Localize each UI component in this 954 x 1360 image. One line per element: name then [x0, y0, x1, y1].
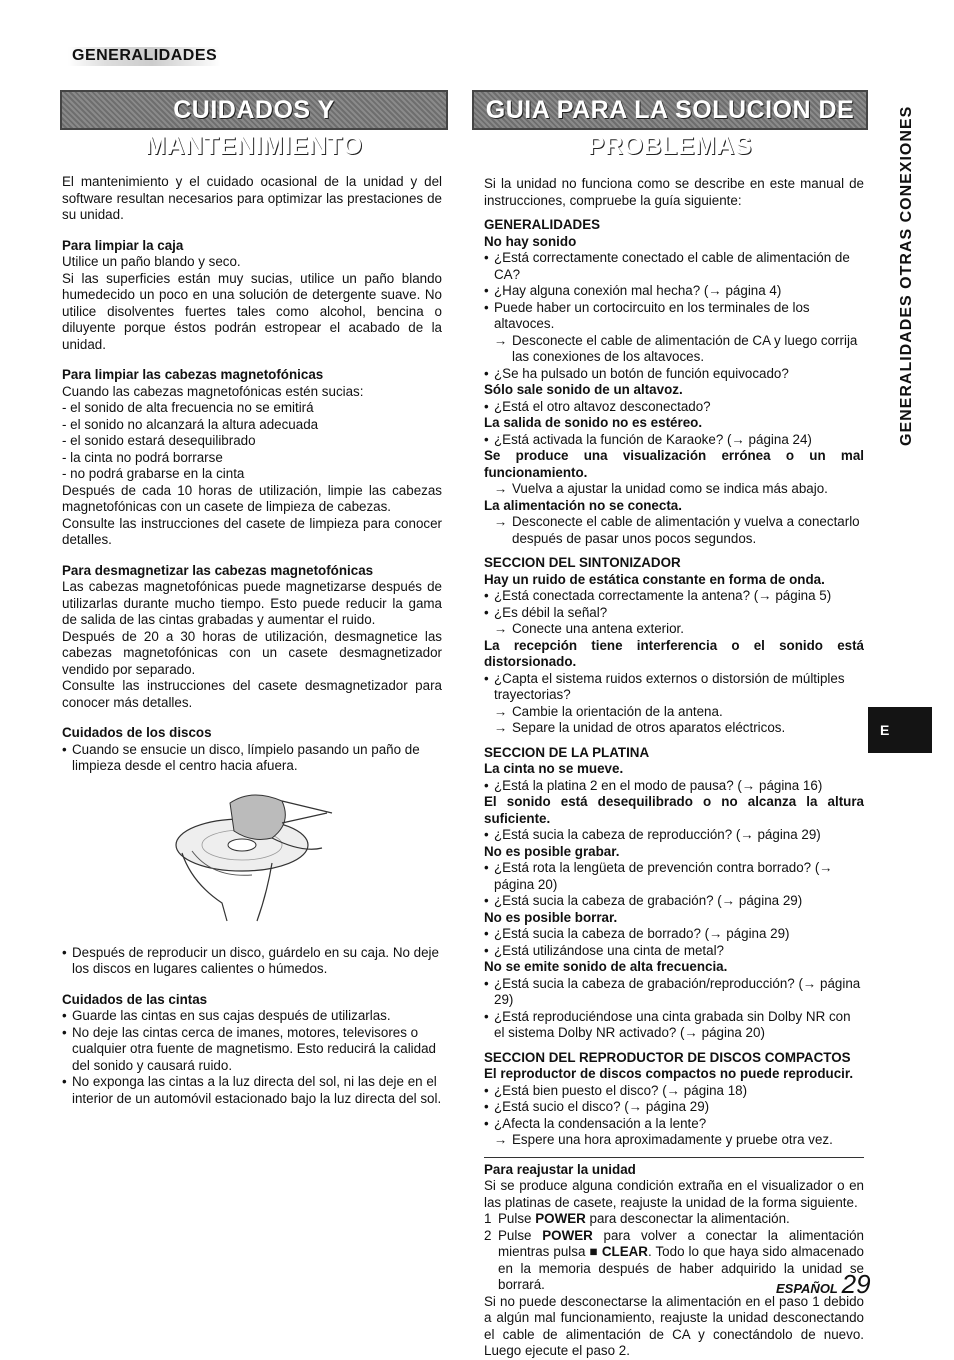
clear-key-label: ■ CLEAR	[589, 1244, 648, 1259]
caja-p2: Si las superficies están muy sucias, utilice un paño blando humedecido un poco en una solución de detergente suave. No utilice disolventes fuertes tales como alcohol, bencina o diluyente porque éstos podrán estropear el acabado de la unidad.	[62, 270, 442, 352]
list-item: • ¿Capta el sistema ruidos externos o distorsión de múltiples trayectorias?	[484, 671, 864, 704]
list-item: • ¿Está la platina 2 en el modo de pausa? (→ página 16)	[484, 778, 864, 795]
left-column	[62, 174, 442, 1107]
list-item: • ¿Está rota la lengüeta de prevención contra borrado? (→ página 20)	[484, 860, 864, 893]
heading-caja: Para limpiar la caja	[62, 237, 184, 253]
list-item: - el sonido no alcanzará la altura adecuada	[62, 416, 319, 432]
intro-text: El mantenimiento y el cuidado ocasional de la unidad y del software resultan necesarios para optimizar las prestaciones de su unidad.	[62, 174, 442, 222]
list-item: • ¿Está conectada correctamente la antena? (→ página 5)	[484, 588, 864, 605]
step-text: . Todo lo que haya sido almacenado en la memoria después de haber adquirido la unidad se borrará.	[498, 1244, 864, 1292]
sub-no-mueve: La cinta no se mueve.	[484, 761, 624, 776]
reset-p2: Si no puede desconectarse la alimentación en el paso 1 debido a algún mal funcionamiento, reajuste la unidad desconectando el cable de alimentación de CA y conectándolo de nuevo. Luego ejecute el paso 2.	[484, 1293, 864, 1358]
cintas-b3: • No exponga las cintas a la luz directa del sol, ni las deje en el interior de un automóvil estacionado bajo la luz directa del sol.	[62, 1074, 442, 1107]
list-item: • ¿Está sucia la cabeza de reproducción? (→ página 29)	[484, 827, 864, 844]
sub-estereo: La salida de sonido no es estéreo.	[484, 415, 703, 430]
right-column	[484, 176, 864, 1360]
discos-b1: • Cuando se ensucie un disco, límpielo pasando un paño de limpieza desde el centro hacia afuera.	[62, 742, 442, 775]
step-number: 2	[484, 1227, 492, 1243]
side-tab-labels: GENERALIDADES OTRAS CONEXIONES	[898, 105, 915, 447]
sub-no-borrar: No es posible borrar.	[484, 909, 618, 925]
heading-platina: SECCION DE LA PLATINA	[484, 744, 650, 760]
list-item: • ¿Afecta la condensación a la lente?	[484, 1116, 864, 1133]
list-item: • ¿Se ha pulsado un botón de función equivocado?	[484, 366, 864, 383]
list-item: • ¿Está sucia la cabeza de borrado? (→ página 29)	[484, 926, 864, 943]
list-item: • ¿Hay alguna conexión mal hecha? (→ página 4)	[484, 283, 864, 300]
cabezas-p1: Cuando las cabezas magnetofónicas estén sucias:	[62, 383, 364, 399]
sub-no-sonido: No hay sonido	[484, 233, 577, 249]
list-item: • ¿Está sucio el disco? (→ página 29)	[484, 1099, 864, 1116]
list-item: • ¿Está el otro altavoz desconectado?	[484, 399, 864, 416]
list-item: - no podrá grabarse en la cinta	[62, 466, 245, 481]
sub-recepcion: La recepción tiene interferencia o el sonido está distorsionado.	[484, 637, 864, 669]
discos-b2: • Después de reproducir un disco, guárdelo en su caja. No deje los discos en lugares calientes o húmedos.	[62, 945, 442, 978]
banner-guia: GUIA PARA LA SOLUCION DE PROBLEMAS	[472, 90, 868, 130]
list-item: - el sonido de alta frecuencia no se emitirá	[62, 400, 314, 415]
step-1	[484, 1211, 864, 1228]
power-key-label: POWER	[535, 1211, 586, 1226]
banner-cuidados: CUIDADOS Y MANTENIMIENTO	[60, 90, 448, 130]
step-text: para volver a conectar la alimentación mientras pulsa	[498, 1227, 865, 1259]
cabezas-p3: Consulte las instrucciones del casete de limpieza para conocer detalles.	[62, 515, 442, 547]
step-text: para desconectar la alimentación.	[585, 1211, 790, 1226]
cabezas-p2: Después de cada 10 horas de utilización, limpie las cabezas magnetofónicas con un casete de limpieza de cabezas.	[62, 482, 442, 514]
list-item: • ¿Está correctamente conectado el cable de alimentación de CA?	[484, 250, 864, 283]
footer-language: ESPAÑOL	[776, 1281, 838, 1296]
step-text: Pulse	[498, 1211, 536, 1226]
cabezas-list	[62, 400, 442, 483]
section-tag: GENERALIDADES	[68, 47, 221, 66]
disc-cleaning-illustration	[172, 783, 342, 923]
language-tab-e: E	[868, 707, 932, 753]
desmag-p1: Las cabezas magnetofónicas puede magnetizarse después de utilizarlas durante mucho tiempo. Esto puede reducir la gama de salida de las cintas grabadas y aumentar el ruido.	[62, 579, 442, 627]
list-item: → Desconecte el cable de alimentación de CA y luego corrija las conexiones de los altavoces.	[484, 333, 864, 366]
list-item: • ¿Está reproduciéndose una cinta grabada sin Dolby NR con el sistema Dolby NR activado? (→ página 20)	[484, 1009, 864, 1042]
sub-no-grabar: No es posible grabar.	[484, 843, 620, 859]
list-item: • ¿Es débil la señal?	[484, 605, 864, 622]
sub-visualizacion: Se produce una visualización errónea o un mal funcionamiento.	[484, 448, 864, 480]
desmag-p3: Consulte las instrucciones del casete desmagnetizador para conocer más detalles.	[62, 678, 442, 710]
heading-generalidades: GENERALIDADES	[484, 217, 601, 232]
list-item: • Puede haber un cortocircuito en los terminales de los altavoces.	[484, 300, 864, 333]
list-item: - la cinta no podrá borrarse	[62, 449, 223, 465]
sub-alimentacion: La alimentación no se conecta.	[484, 497, 682, 513]
cintas-b2: • No deje las cintas cerca de imanes, motores, televisores o cualquier otra fuente de magnetismo. Esto reducirá la calidad del sonido y causará ruido.	[62, 1025, 442, 1075]
page-number: 29	[841, 1269, 871, 1299]
list-item: • ¿Está activada la función de Karaoke? (→ página 24)	[484, 432, 864, 449]
sub-desequilibrado: El sonido está desequilibrado o no alcanza la altura suficiente.	[484, 794, 864, 826]
list-item: → Espere una hora aproximadamente y pruebe otra vez.	[484, 1132, 864, 1149]
desmag-p2: Después de 20 a 30 horas de utilización, desmagnetice las cabezas magnetofónicas con un casete desmagnetizador vendido por separado.	[62, 628, 442, 677]
list-item: → Conecte una antena exterior.	[484, 621, 864, 638]
list-item: • ¿Está bien puesto el disco? (→ página 18)	[484, 1083, 864, 1100]
heading-cintas: Cuidados de las cintas	[62, 991, 208, 1007]
heading-cd: SECCION DEL REPRODUCTOR DE DISCOS COMPACTOS	[484, 1049, 851, 1065]
list-item: • ¿Está sucia la cabeza de grabación/reproducción? (→ página 29)	[484, 976, 864, 1009]
cintas-b1: • Guarde las cintas en sus cajas después de utilizarlas.	[62, 1008, 442, 1025]
heading-sintonizador: SECCION DEL SINTONIZADOR	[484, 555, 681, 570]
list-item: - el sonido estará desequilibrado	[62, 433, 256, 448]
caja-p1: Utilice un paño blando y seco.	[62, 254, 241, 269]
heading-discos: Cuidados de los discos	[62, 725, 212, 740]
divider	[484, 1157, 864, 1158]
list-item: • ¿Está utilizándose una cinta de metal?	[484, 943, 864, 960]
heading-desmag: Para desmagnetizar las cabezas magnetofónicas	[62, 562, 374, 578]
power-key-label: POWER	[542, 1227, 593, 1243]
sub-un-altavoz: Sólo sale sonido de un altavoz.	[484, 382, 683, 397]
page-footer	[776, 1269, 871, 1299]
sub-ruido: Hay un ruido de estática constante en forma de onda.	[484, 571, 825, 587]
list-item: → Cambie la orientación de la antena.	[484, 704, 864, 721]
guia-intro: Si la unidad no funciona como se describe en este manual de instrucciones, compruebe la guía siguiente:	[484, 176, 864, 208]
reset-p1: Si se produce alguna condición extraña en el visualizador o en las platinas de casete, reajuste la unidad de la forma siguiente.	[484, 1178, 864, 1210]
heading-reajustar: Para reajustar la unidad	[484, 1161, 636, 1177]
sub-no-reproducir: El reproductor de discos compactos no puede reproducir.	[484, 1066, 854, 1081]
step-text: Pulse	[498, 1227, 543, 1243]
sub-no-alta-frecuencia: No se emite sonido de alta frecuencia.	[484, 959, 728, 974]
list-item: • ¿Está sucia la cabeza de grabación? (→ página 29)	[484, 893, 864, 910]
list-item: → Desconecte el cable de alimentación y vuelva a conectarlo después de pasar unos pocos segundos.	[484, 514, 864, 547]
step-number: 1	[484, 1211, 492, 1226]
list-item: → Separe la unidad de otros aparatos eléctricos.	[484, 720, 864, 737]
list-item: → Vuelva a ajustar la unidad como se indica más abajo.	[484, 481, 864, 498]
heading-cabezas: Para limpiar las cabezas magnetofónicas	[62, 367, 324, 382]
